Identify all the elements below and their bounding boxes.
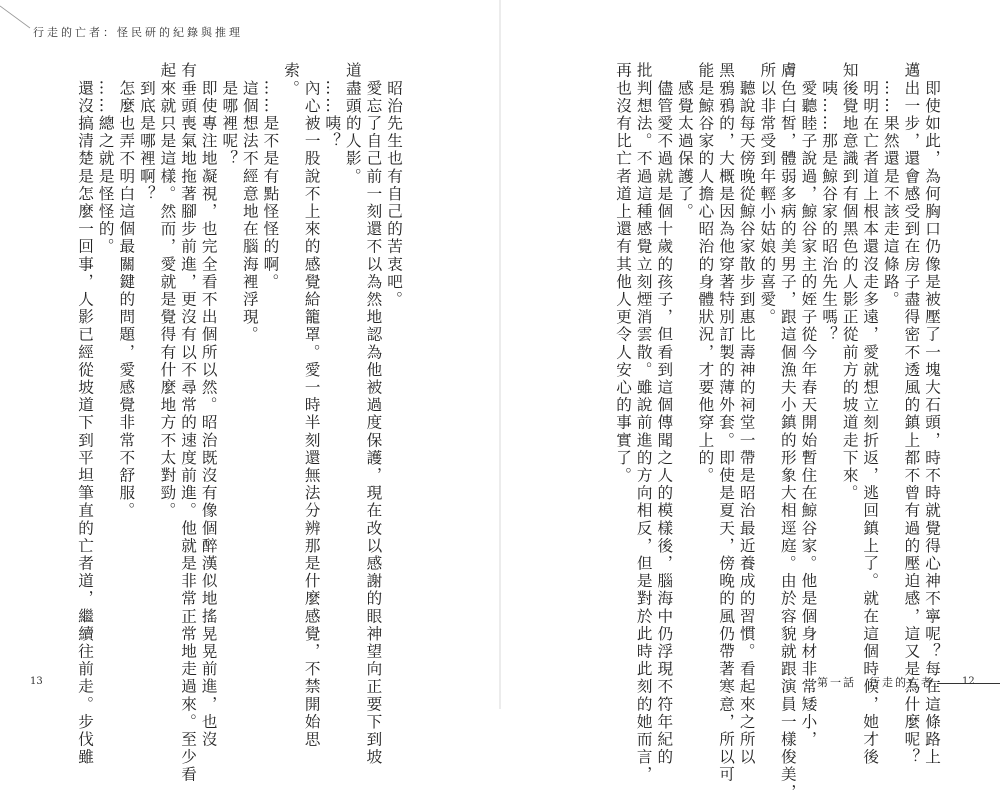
running-header: 行走的亡者：怪民研的紀錄與推理 bbox=[33, 26, 243, 39]
page-number-right: 12 bbox=[962, 676, 975, 687]
text-line: 愛聽睦子說過，鯨谷家主的姪子從今年春天開始暫住在鯨谷家。他是個身材非常矮小， bbox=[799, 62, 818, 749]
text-line: 還沒搞清楚是怎麼一回事，人影已經從坡道下到平坦筆直的亡者道，繼續往前走。步伐雖 bbox=[76, 62, 95, 766]
text-line: ……果然還是不該走這條路。 bbox=[881, 62, 900, 309]
text-line: 這個想法不經意地在腦海裡浮現。 bbox=[240, 62, 259, 344]
text-line: 到底是哪裡啊？ bbox=[137, 62, 156, 203]
text-line: 昭治先生也有自己的苦衷吧。 bbox=[385, 62, 403, 309]
text-line: ……是不是有點怪怪的啊。 bbox=[261, 62, 280, 291]
text-line: 能是鯨谷家的人擔心昭治的身體狀況，才要他穿上的。 bbox=[696, 62, 715, 485]
text-line: 愛忘了自己前一刻還不以為然地認為他被過度保護，現在改以感謝的眼神望向正要下到坡 bbox=[364, 62, 383, 766]
text-line: 索。 bbox=[282, 62, 301, 98]
left-page-text bbox=[75, 62, 405, 784]
text-line: 所以非常受到年輕小姑娘的喜愛。 bbox=[758, 62, 777, 326]
left-page bbox=[0, 0, 500, 784]
text-line: 黑鴉鴉的，大概是因為他穿著特別訂製的薄外套。即使是夏天，傍晚的風仍帶著寒意，所以可 bbox=[717, 62, 736, 784]
text-line: 聽說每天傍晚從鯨谷家散步到惠比壽神的祠堂一帶是昭治最近養成的習慣。看起來之所以 bbox=[737, 62, 756, 766]
text-line: 邁出一步，還會感受到在房子盡得密不透風的鎮上都不曾有過的壓迫感，這又是為什麼呢？ bbox=[902, 62, 921, 766]
text-line: 內心被一股說不上來的感覺給籠罩。愛一時半刻還無法分辨那是什麼感覺，不禁開始思 bbox=[302, 62, 321, 749]
text-line: 膚色白皙，體弱多病的美男子，跟這個漁夫小鎮的形象大相逕庭。由於容貌就跟演員一樣俊美， bbox=[778, 62, 797, 801]
text-line: 道盡頭的人影。 bbox=[343, 62, 362, 186]
text-line: 咦……那是鯨谷家的昭治先生嗎？ bbox=[820, 62, 839, 344]
text-line: 是哪裡呢？ bbox=[220, 62, 239, 168]
page-number-left: 13 bbox=[30, 676, 43, 687]
text-line: 感覺太過保護了。 bbox=[675, 62, 694, 221]
text-line: 明明在亡者道上根本還沒走多遠，愛就想立刻折返，逃回鎮上了。就在這個時候，她才後 bbox=[861, 62, 880, 766]
right-page bbox=[500, 0, 1000, 801]
text-line: 起來就只是這樣。然而，愛就是覺得有什麼地方不太對勁。 bbox=[158, 62, 177, 520]
text-line: 再也沒有比亡者道上還有其他人更令人安心的事實了。 bbox=[614, 62, 633, 485]
text-line: 有垂頭喪氣地拖著腳步前進，更沒有以不尋常的速度前進。他就是非常正常地走過來。至少看 bbox=[179, 62, 198, 784]
text-line: 批判想法。不過這種感覺立刻煙消雲散。雖說前進的方向相反，但是對於此時此刻的她而言， bbox=[634, 62, 653, 784]
text-line: 怎麼也弄不明白這個最關鍵的問題，愛感覺非常不舒服。 bbox=[117, 62, 136, 520]
text-line: ……咦？ bbox=[323, 62, 342, 150]
text-line: 知後覺地意識到有個黑色的人影正從前方的坡道走下來。 bbox=[840, 62, 859, 502]
text-line: 即使專注地凝視，也完全看不出個所以然。昭治既沒有像個醉漢似地搖晃晃前進，也沒 bbox=[199, 62, 218, 749]
text-line: 即使如此，為何胸口仍像是被壓了一塊大石頭，時不時就覺得心神不寧呢？每在這條路上 bbox=[923, 62, 941, 766]
chapter-label: 第一話 行走的亡者 bbox=[817, 676, 934, 689]
text-line: ……總之就是怪怪的。 bbox=[96, 62, 115, 256]
text-line: 儘管愛不過就是個十歲的孩子，但看到這個傳聞之人的模樣後，腦海中仍浮現不符年紀的 bbox=[655, 62, 674, 766]
